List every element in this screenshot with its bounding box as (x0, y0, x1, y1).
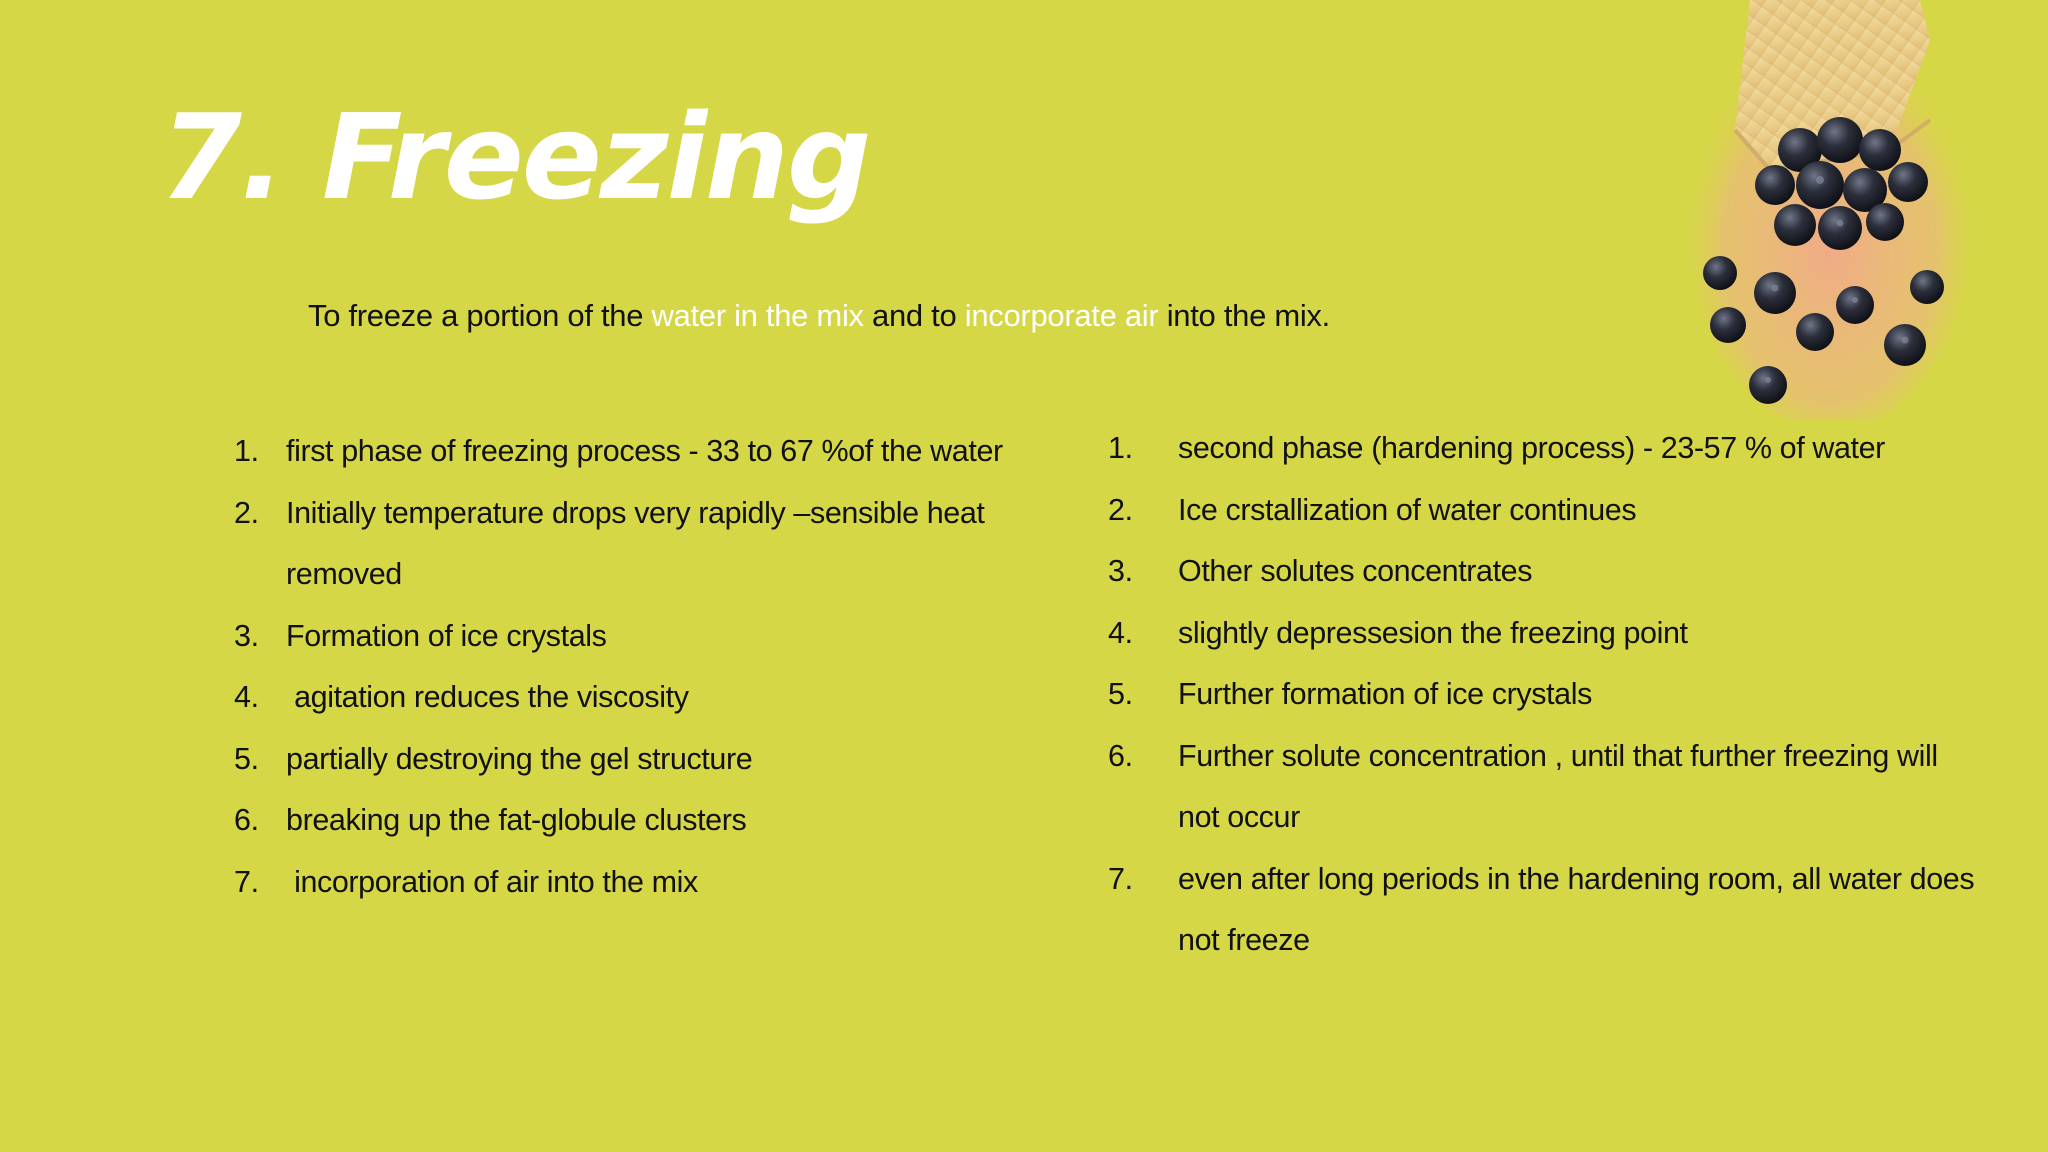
list-item-text: Other solutes concentrates (1178, 554, 1533, 588)
list-item (234, 483, 1054, 606)
list-item-text: Further formation of ice crystals (1178, 677, 1592, 711)
list-item-text: second phase (hardening process) - 23-57 % of water (1178, 431, 1885, 465)
list-item (1108, 849, 1978, 972)
list-item (1108, 480, 1978, 542)
intro-highlight-water: water in the mix (651, 298, 864, 333)
list-item-number: 4. (1108, 615, 1133, 650)
list-item-number: 4. (234, 680, 259, 714)
list-item-text: Ice crstallization of water continues (1178, 492, 1637, 527)
list-item-number: 5. (1108, 677, 1133, 711)
first-phase-list (234, 421, 1054, 913)
list-item-number: 2. (1108, 492, 1133, 527)
list-item-number: 6. (1108, 738, 1133, 773)
list-item (234, 421, 1054, 483)
list-item-text: Further solute concentration , until that further freezing will not occur (1178, 738, 1938, 834)
list-item (234, 667, 1054, 729)
list-item-text: breaking up the fat-globule clusters (286, 803, 747, 837)
list-item (1108, 418, 1978, 480)
intro-text-1: To freeze a portion of the (308, 298, 652, 333)
list-item-number: 3. (234, 618, 259, 653)
list-item (234, 606, 1054, 668)
list-item-number: 3. (1108, 554, 1133, 588)
list-item-text: even after long periods in the hardening room, all water does not freeze (1178, 861, 1975, 957)
list-item (1108, 726, 1978, 849)
list-item-text: incorporation of air into the mix (286, 864, 698, 899)
list-item (234, 790, 1054, 852)
list-item-number: 2. (234, 495, 259, 530)
list-item-number: 1. (1108, 431, 1133, 465)
list-item-text: Formation of ice crystals (286, 618, 607, 653)
intro-text-2: and to (863, 298, 965, 333)
list-item (234, 852, 1054, 914)
list-item (1108, 603, 1978, 665)
blueberry-ice-cream-cone-icon (1680, 0, 1970, 420)
list-item-number: 7. (1108, 861, 1133, 896)
list-item-number: 1. (234, 434, 259, 468)
list-item (1108, 664, 1978, 726)
list-item-text: Initially temperature drops very rapidly –sensible heat removed (286, 495, 985, 591)
intro-text-3: into the mix. (1158, 298, 1330, 333)
list-item-text: partially destroying the gel structure (286, 741, 753, 776)
list-item-number: 7. (234, 864, 259, 899)
slide-title: 7. Freezing (160, 88, 870, 226)
list-item-number: 5. (234, 741, 259, 776)
list-item-text: first phase of freezing process - 33 to 67 %of the water (286, 434, 1003, 468)
list-item-text: agitation reduces the viscosity (286, 680, 689, 714)
list-item (234, 729, 1054, 791)
list-item (1108, 541, 1978, 603)
intro-highlight-air: incorporate air (964, 298, 1159, 333)
list-item-number: 6. (234, 803, 259, 837)
intro-sentence (308, 296, 1330, 336)
list-item-text: slightly depressesion the freezing point (1178, 615, 1688, 650)
second-phase-list (1108, 418, 1978, 972)
